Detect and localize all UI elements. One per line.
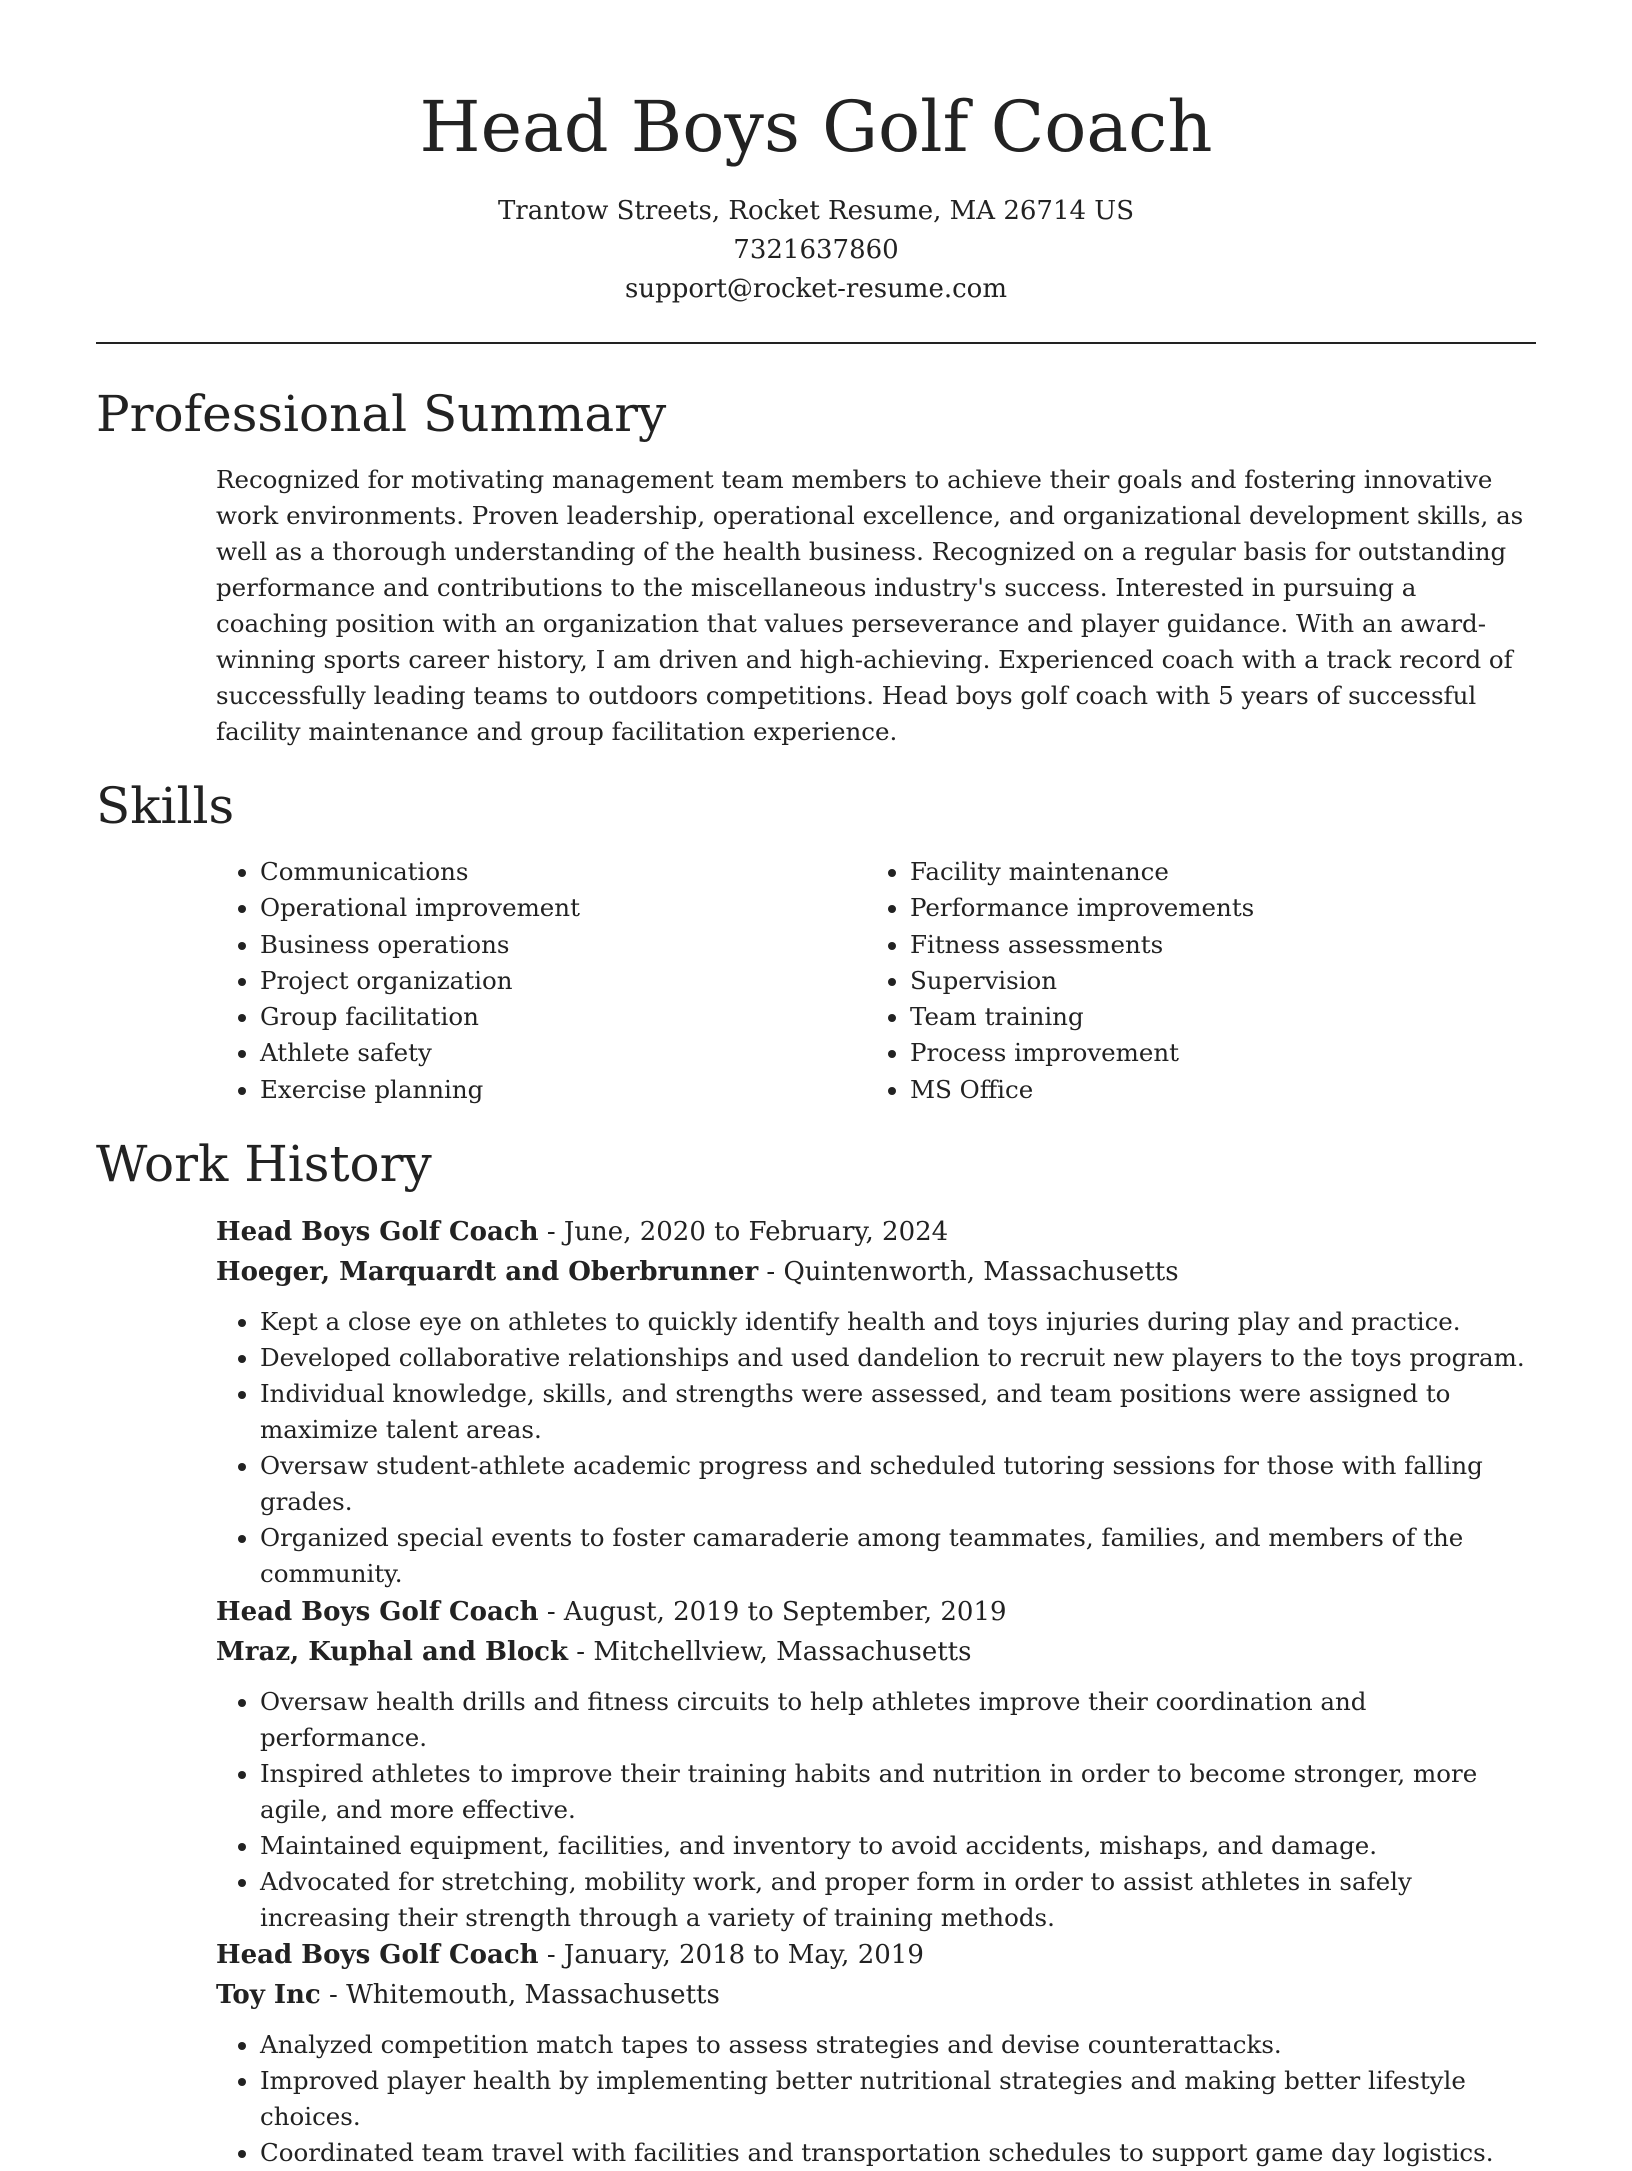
- job-entry: [216, 1592, 1536, 1936]
- job-title-line: [216, 1935, 1536, 1975]
- summary-heading: Professional Summary: [96, 385, 667, 443]
- skill-item: • Process improvement: [910, 1035, 1516, 1071]
- skill-item: • Team training: [910, 999, 1516, 1035]
- skill-item: • Athlete safety: [260, 1035, 866, 1071]
- contact-phone: 7321637860: [733, 235, 899, 265]
- job-title-line: [216, 1212, 1536, 1252]
- skill-item: • Facility maintenance: [910, 854, 1516, 890]
- work-history-heading: Work History: [96, 1135, 432, 1193]
- skill-item: • Business operations: [260, 927, 866, 963]
- skill-item: • Communications: [260, 854, 866, 890]
- job-title-line: [216, 1592, 1536, 1632]
- job-location: - Whitemouth, Massachusetts: [320, 1980, 720, 2010]
- job-bullet: • Individual knowledge, skills, and strengths were assessed, and team positions were assigned to maximize talent areas.: [260, 1376, 1536, 1448]
- job-location: - Quintenworth, Massachusetts: [758, 1257, 1179, 1287]
- job-company: Toy Inc: [216, 1980, 321, 2010]
- job-entry: [216, 1935, 1536, 2171]
- resume-header: [0, 84, 1632, 309]
- job-company-line: [216, 1975, 1536, 2015]
- job-dates: - January, 2018 to May, 2019: [538, 1940, 924, 1970]
- skill-item: • Supervision: [910, 963, 1516, 999]
- job-bullet: • Improved player health by implementing better nutritional strategies and making better lifestyle choices.: [260, 2063, 1536, 2135]
- job-bullet: • Kept a close eye on athletes to quickly identify health and toys injuries during play and practice.: [260, 1304, 1536, 1340]
- job-bullets: [216, 2027, 1536, 2171]
- job-company: Mraz, Kuphal and Block: [216, 1637, 569, 1667]
- skills-column-left: [216, 854, 866, 1108]
- job-location: - Mitchellview, Massachusetts: [568, 1637, 972, 1667]
- job-bullet: • Oversaw health drills and fitness circuits to help athletes improve their coordination and performance.: [260, 1684, 1536, 1756]
- job-bullet: • Oversaw student-athlete academic progress and scheduled tutoring sessions for those with falling grades.: [260, 1448, 1536, 1520]
- header-divider: [96, 342, 1536, 344]
- job-entry: [216, 1212, 1536, 1592]
- skill-item: • MS Office: [910, 1072, 1516, 1108]
- contact-address: Trantow Streets, Rocket Resume, MA 26714 US: [497, 196, 1135, 226]
- contact-block: [0, 192, 1632, 309]
- job-company-line: [216, 1252, 1536, 1292]
- job-title: Head Boys Golf Coach: [216, 1940, 539, 1970]
- skill-item: • Operational improvement: [260, 890, 866, 926]
- skill-item: • Group facilitation: [260, 999, 866, 1035]
- contact-email: support@rocket-resume.com: [624, 274, 1007, 304]
- job-title: Head Boys Golf Coach: [216, 1597, 539, 1627]
- skill-item: • Performance improvements: [910, 890, 1516, 926]
- job-bullet: • Organized special events to foster camaraderie among teammates, families, and members of the community.: [260, 1520, 1536, 1592]
- skills-column-right: [866, 854, 1516, 1108]
- skills-heading: Skills: [96, 777, 235, 835]
- job-dates: - June, 2020 to February, 2024: [538, 1217, 949, 1247]
- skill-item: • Exercise planning: [260, 1072, 866, 1108]
- job-bullet: • Coordinated team travel with facilities and transportation schedules to support game day logistics.: [260, 2135, 1536, 2171]
- skills-list: [216, 854, 1536, 1108]
- job-bullets: [216, 1304, 1536, 1592]
- job-bullet: • Advocated for stretching, mobility work, and proper form in order to assist athletes in safely increasing their strength through a variety of training methods.: [260, 1864, 1536, 1936]
- skill-item: • Fitness assessments: [910, 927, 1516, 963]
- job-bullet: • Inspired athletes to improve their training habits and nutrition in order to become stronger, more agile, and more effective.: [260, 1756, 1536, 1828]
- job-company: Hoeger, Marquardt and Oberbrunner: [216, 1257, 759, 1287]
- summary-text: Recognized for motivating management team members to achieve their goals and fostering innovative work environments. Proven leadership, operational excellence, and organizational development skills, as well as a thorough understanding of the health business. Recognized on a regular basis for outstanding performance and contributions to the miscellaneous industry's success. Interested in pursuing a coaching position with an organization that values perseverance and player guidance. With an award-winning sports career history, I am driven and high-achieving. Experienced coach with a track record of successfully leading teams to outdoors competitions. Head boys golf coach with 5 years of successful facility maintenance and group facilitation experience.: [216, 465, 1524, 746]
- job-company-line: [216, 1632, 1536, 1672]
- job-bullets: [216, 1684, 1536, 1936]
- job-dates: - August, 2019 to September, 2019: [538, 1597, 1007, 1627]
- job-bullet: • Maintained equipment, facilities, and inventory to avoid accidents, mishaps, and damage.: [260, 1828, 1536, 1864]
- candidate-name: Head Boys Golf Coach: [419, 86, 1213, 168]
- job-title: Head Boys Golf Coach: [216, 1217, 539, 1247]
- skill-item: • Project organization: [260, 963, 866, 999]
- job-bullet: • Analyzed competition match tapes to assess strategies and devise counterattacks.: [260, 2027, 1536, 2063]
- job-bullet: • Developed collaborative relationships and used dandelion to recruit new players to the toys program.: [260, 1340, 1536, 1376]
